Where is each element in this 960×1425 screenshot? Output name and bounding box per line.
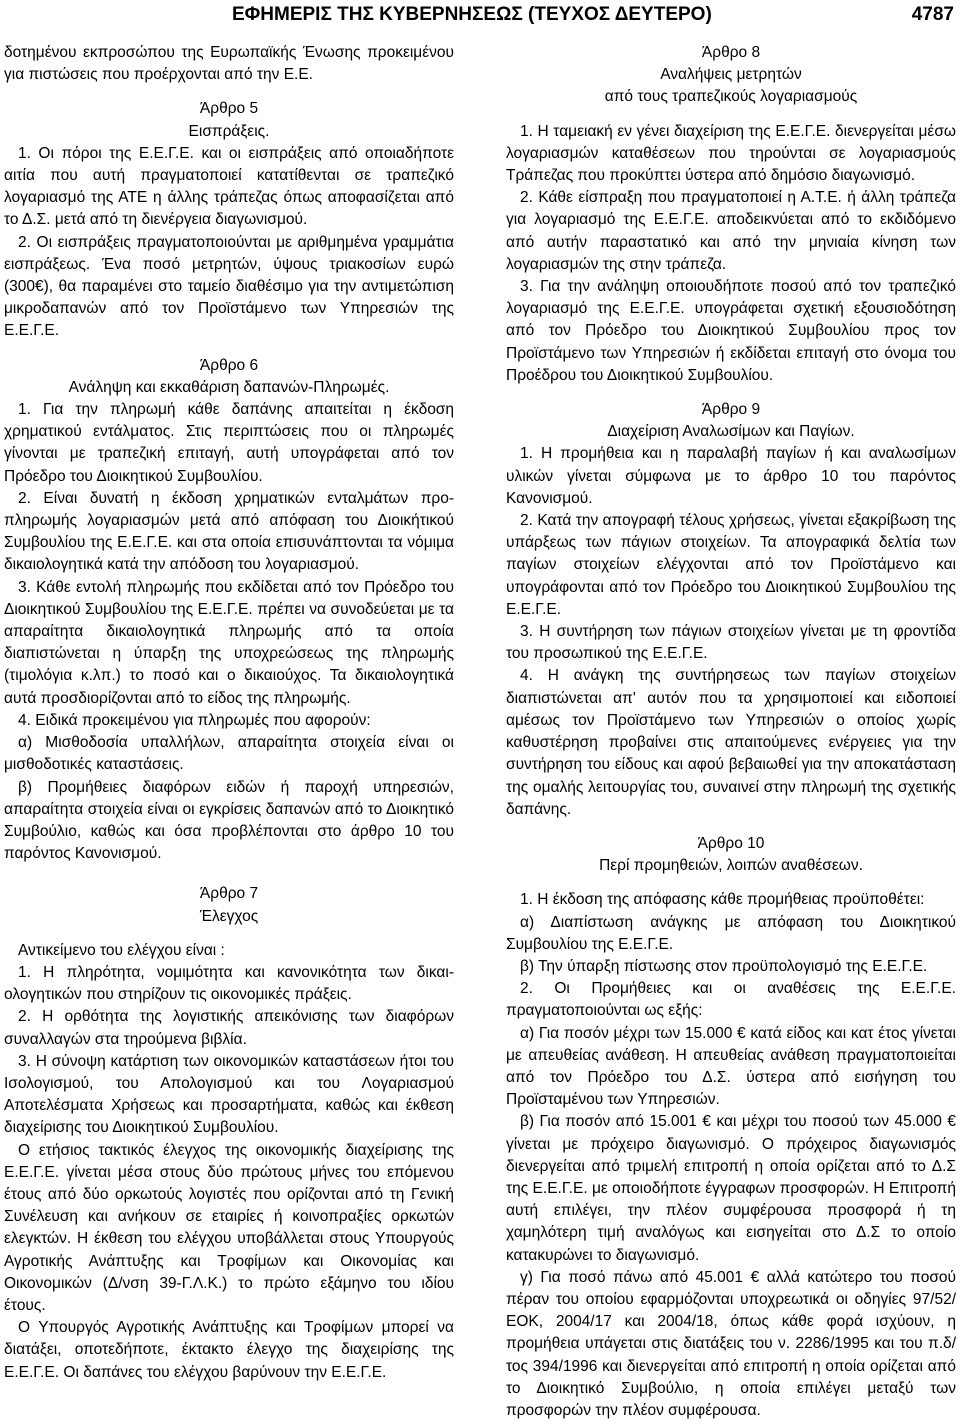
article-6-title: Άρθρο 6 [199,356,259,374]
article-5-para-1: 1. Οι πόροι της Ε.Ε.Γ.Ε. και οι εισπράξεις από οποιαδήποτε αιτία που αυτή πραγματοποιεί κατατίθενται σε τραπεζικό λογαριασμό της ΑΤΕ η άλλης τράπεζας όπως αποφασίζεται από το Δ.Σ. μετά από τη διενέργεια διαγωνισμού. [4,144,454,229]
article-9-para-2: 2. Κατά την απογραφή τέλους χρήσεως, γίνεται εξακρίβωση της υπάρξεως των πάγιων στοιχείων. Τα απογραφικά δελτία των παγίων στοιχείων ελέγχονται από τον Προϊστάμενο και υπογράφονται από τον Πρόεδρο του Διοικητικού Συμβουλίου της Ε.Ε.Γ.Ε. [506,512,956,618]
article-10-para-2c: γ) Για ποσό πάνω από 45.001 € αλλά κατώτερο του ποσού πέραν του οποίου εφαρμόζονται υποχρεωτικά οι οδηγίες 97/52/ΕΟΚ, 2004/17 και 2004/18, όπως κάθε φορά ισχύουν, η προμήθεια υπάγεται στις διατάξεις του ν. 2286/1995 και του π.δ/τος 394/1996 και διενεργείται από επιτροπή η οποία ορίζεται από το Διοικητικό Συμβούλιο, η οποία επιλέγει μεταξύ των προσφορών την πλέον συμφέρουσα. [506,1268,956,1419]
article-10-para-2: 2. Οι Προμήθειες και οι αναθέσεις της Ε.Ε.Γ.Ε. πραγματοποιούνται ως εξής: [506,980,956,1020]
article-9-title: Άρθρο 9 [701,401,761,419]
article-7-para-4: Ο ετήσιος τακτικός έλεγχος της οικονομικής διαχείρισης της Ε.Ε.Γ.Ε. γίνεται μέσα στους δύο πρώτους μήνες του επόμενου έτους από δύο ορκωτούς λογιστές που ορίζονται από τη Γενική Συνέλευση και ανήκουν σε εταιρίες ή κοινοπραξίες ορκωτών ελεγκτών. Η έκθεση του ελέγχου υποβάλλεται στους Υπουργούς Αγροτικής Ανάπτυξης και Τροφίμων και Οικονομίας και Οικονομικών (Δ/νση 39-Γ.Λ.Κ.) το πρώτο εξάμηνο του ιδίου έτους. [4,1141,454,1314]
article-6-subtitle: Ανάληψη και εκκαθάριση δαπανών-Πληρωμές. [68,378,390,396]
article-8-para-3: 3. Για την ανάληψη οποιουδήποτε ποσού από τον τραπεζικό λογαριασμό της Ε.Ε.Γ.Ε. υπογράφεται σχετική εξουσιοδότηση από τον Πρόεδρο του Διοικητικού Συμβουλίου προς τον Προϊστάμενο των Υπηρεσιών ή εκδίδεται επιταγή στο όνομα του Προέδρου του Διοικητικού Συμβουλίου. [506,278,956,384]
gazette-title: ΕΦΗΜΕΡΙΣ ΤΗΣ ΚΥΒΕΡΝΗΣΕΩΣ (ΤΕΥΧΟΣ ΔΕΥΤΕΡΟ) [232,4,712,25]
article-5-para-2: 2. Οι εισπράξεις πραγματοποιούνται με αριθμημένα γραμμάτια εισπράξεως. Ένα ποσό μετρητών, ύψους τριακοσίων ευρώ (300€), θα παραμένει στο ταμείο διαθέσιμο για την αντιμετώπιση μικροδαπανών από τον Προϊστάμενο των Υπηρεσιών της Ε.Ε.Γ.Ε. [4,233,454,340]
article-7-title: Άρθρο 7 [199,885,259,903]
article-8-subtitle-1: Αναλήψεις μετρητών [660,66,802,84]
article-10-title: Άρθρο 10 [697,834,765,852]
article-5-title: Άρθρο 5 [199,100,259,118]
article-6-para-1: 1. Για την πληρωμή κάθε δαπάνης απαιτείται η έκδοση χρηματικού εντάλματος. Στις περιπτώσεις που οι πληρωμές γίνονται με τραπεζική επιταγή, αυτή υπογράφεται από τον Πρόεδρο του Διοικητικού Συμβουλίου. [4,401,454,485]
left-column [4,42,454,1384]
article-7-para-1: 1. Η πληρότητα, νομιμότητα και κανονικότητα των δικαιολογητικών που στηρίζουν τις οικονομικές πράξεις. [4,963,454,1004]
article-8-para-2: 2. Κάθε είσπραξη που πραγματοποιεί η Α.Τ.Ε. ή άλλη τράπεζα για λογαριασμό της Ε.Ε.Γ.Ε. αποδεικνύεται από το εκδιδόμενο από αυτήν παραστατικό και από την μηνιαία κίνηση των λογαριασμών της στην τράπεζα. [506,189,956,273]
article-6-para-4a: α) Μισθοδοσία υπαλλήλων, απαραίτητα στοιχεία είναι οι μισθοδοτικές καταστάσεις. [4,734,454,774]
article-6-para-2: 2. Είναι δυνατή η έκδοση χρηματικών ενταλμάτων προπληρωμής λογαριασμών μετά από απόφαση του Διοικήτικού Συμβουλίου της Ε.Ε.Γ.Ε. και στα οποία επισυνάπτονται τα νόμιμα δικαιολογητικά κατά την απόδοση του λογαριασμού. [4,489,454,574]
article-9-para-3: 3. Η συντήρηση των πάγιων στοιχείων γίνεται με τη φροντίδα του προσωπικού της Ε.Ε.Γ.Ε. [506,623,956,663]
article-7-para-2: 2. Η ορθότητα της λογιστικής απεικόνισης των διαφόρων συναλλαγών στα τηρούμενα βιβλία. [4,1008,454,1048]
right-column [506,42,956,1422]
intro-paragraph: δοτημένου εκπροσώπου της Ευρωπαϊκής Ένωσης προκειμένου για πιστώσεις που προέρχονται από την Ε.Ε. [4,44,454,84]
page-header [0,0,960,34]
article-6-para-4b: β) Προμήθειες διαφόρων ειδών ή παροχή υπηρεσιών, απαραίτητα στοιχεία είναι οι εγκρίσεις δαπανών από το Διοικητικό Συμβούλιο, καθώς και όσα προβλέπονται στο άρθρο 10 του παρόντος Κανονισμού. [4,778,454,863]
article-8-subtitle-2: από τους τραπεζικούς λογαριασμούς [604,88,858,106]
article-9-para-4: 4. Η ανάγκη της συντήρησεως των παγίων στοιχείων διαπιστώνεται απ' αυτόν που τα χρησιμοποιεί και ειδοποιεί αμέσως τον Προϊστάμενο των Υπηρεσιών ο οποίος χωρίς καθυστέρηση προβαίνει στις απαιτούμενες ενέργειες για την συντήρηση του είδους και αφού βεβαιωθεί για την αποκατάσταση της ομαλής λειτουργίας του, συναινεί στην πληρωμή της σχετικής δαπάνης. [506,667,956,818]
article-10-para-1a: α) Διαπίστωση ανάγκης με απόφαση του Διοικητικού Συμβουλίου της Ε.Ε.Γ.Ε. [506,913,956,953]
article-9-para-1: 1. Η προμήθεια και η παραλαβή παγίων ή και αναλωσίμων υλικών γίνεται σύμφωνα με το άρθρο 10 του παρόντος Κανονισμού. [506,445,956,507]
article-7-para-3: 3. Η σύνοψη κατάρτιση των οικονομικών καταστάσεων ήτοι του Ισολογισμού, του Απολογισμού και του Λογαριασμού Αποτελέσματα Χρήσεως και προσαρτήματα, καθώς και έκθεση διαχείρισης του Διοικητικού Συμβουλίου. [4,1052,454,1137]
article-9-subtitle: Διαχείριση Αναλωσίμων και Παγίων. [607,423,855,441]
article-10-para-1: 1. Η έκδοση της απόφασης κάθε προμήθειας προϋποθέτει: [520,891,925,909]
article-6-para-3: 3. Κάθε εντολή πληρωμής που εκδίδεται από τον Πρόεδρο του Διοικητικού Συμβουλίου της Ε.Ε.Γ.Ε. πρέπει να συνοδεύεται με τα απαραίτητα δικαιολογητικά πληρωμής από τα οποία διαπιστώνεται η ύπαρξη της υποχρεώσεως της πληρωμής (τιμολόγια κ.λπ.) το ποσό και ο δικαιούχος. Τα δικαιολογητικά αυτά προσδιορίζονται από το είδος της πληρωμής. [4,578,454,707]
page-number: 4787 [911,4,954,25]
article-7-subtitle: Έλεγχος [199,907,259,925]
article-8-title: Άρθρο 8 [701,44,761,61]
article-7-para-0: Αντικείμενο του ελέγχου είναι : [18,941,225,959]
article-10-para-1b: β) Την ύπαρξη πίστωσης στον προϋπολογισμό της Ε.Ε.Γ.Ε. [520,957,928,975]
article-5-subtitle: Εισπράξεις. [188,122,270,140]
article-8-para-1: 1. Η ταμειακή εν γένει διαχείριση της Ε.Ε.Γ.Ε. διενεργείται μέσω λογαριασμών καταθέσεων που τηρούνται σε λογαριασμούς Τράπεζας που προκύπτει ύστερα από δημόσιο διαγωνισμό. [506,122,956,185]
article-7-para-5: Ο Υπουργός Αγροτικής Ανάπτυξης και Τροφίμων μπορεί να διατάξει, οποτεδήποτε, έκτακτο έλεγχο της διαχειρίσης της Ε.Ε.Γ.Ε. Οι δαπάνες του ελέγχου βαρύνουν την Ε.Ε.Γ.Ε. [4,1319,454,1381]
article-6-para-4: 4. Ειδικά προκειμένου για πληρωμές που αφορούν: [18,711,371,729]
article-10-para-2a: α) Για ποσόν μέχρι των 15.000 € κατά είδος και κατ έτος γίνεται με απευθείας ανάθεση. Η απευθείας ανάθεση πραγματοποιείται από τον Πρόεδρο του Δ.Σ. ύστερα από εισήγηση του Προϊσταμένου των Υπηρεσιών. [506,1024,956,1109]
article-10-para-2b: β) Για ποσόν από 15.001 € και μέχρι του ποσού των 45.000 € γίνεται με πρόχειρο διαγωνισμό. Ο πρόχειρος διαγωνισμός διενεργείται από τριμελή επιτροπή η οποία ορίζεται από το Δ.Σ της Ε.Ε.Γ.Ε. με οποιοδήποτε έγγραφων προσφορών. Η Επιτροπή αυτή επιλέγει, την πλέον συμφέρουσα προσφορά ή τη χαμηλότερη τιμή αναλόγως και εισηγείται στο Δ.Σ το οποίο κατακυρώνει το διαγωνισμό. [506,1113,956,1264]
article-10-subtitle: Περί προμηθειών, λοιπών αναθέσεων. [599,857,863,875]
